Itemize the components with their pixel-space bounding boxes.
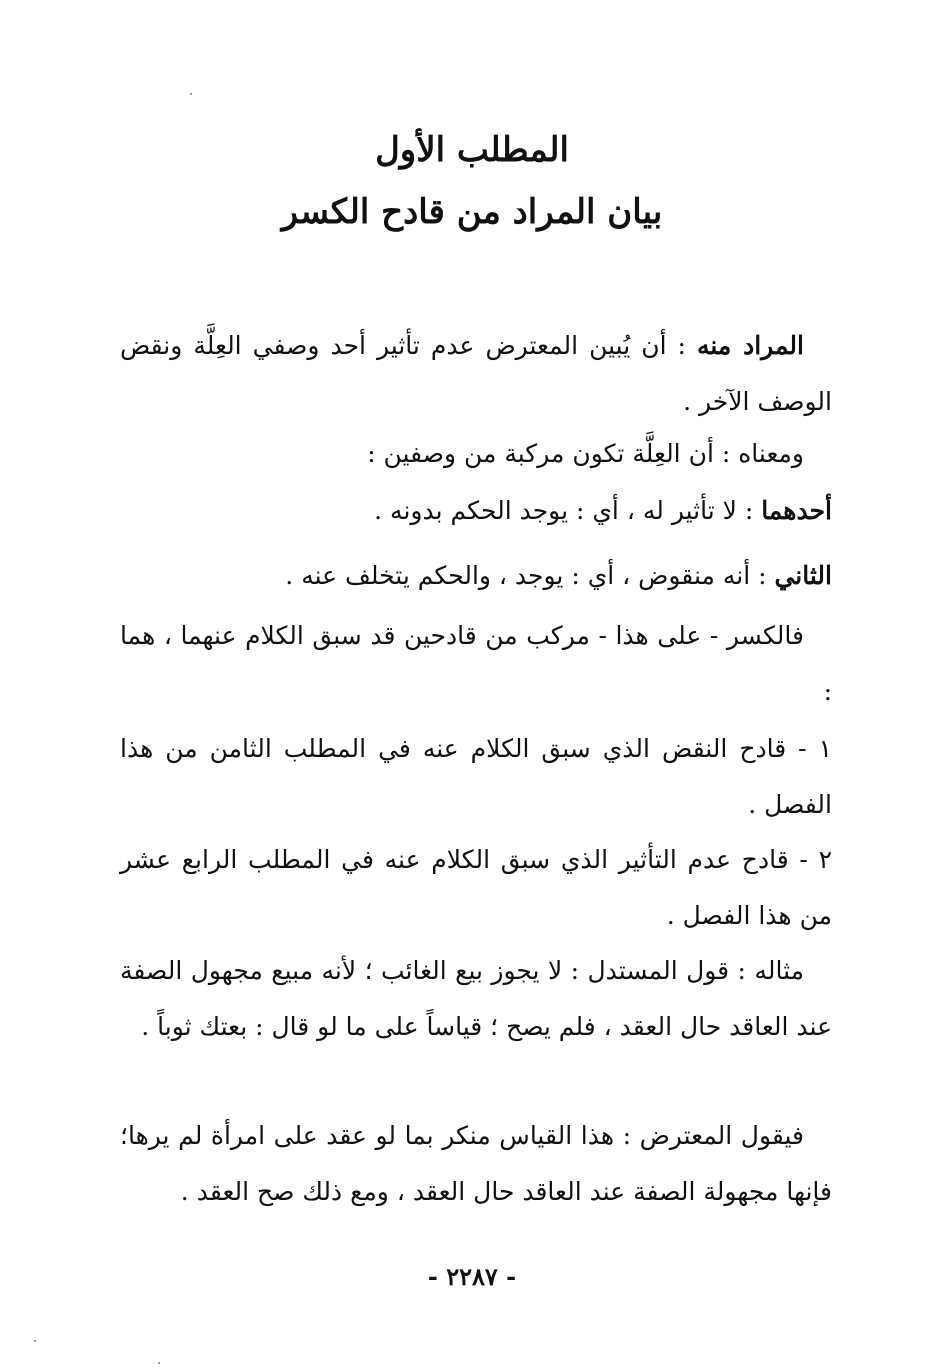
list-item-1: [120, 721, 832, 833]
page-number: - ٢٢٨٧ -: [427, 1262, 517, 1291]
paragraph-meaning: [120, 426, 832, 482]
paragraph-lead: الثاني: [774, 561, 832, 590]
paragraph-text: ٢ - قادح عدم التأثير الذي سبق الكلام عنه في المطلب الرابع عشر من هذا الفصل .: [120, 845, 832, 930]
paragraph-composition: [120, 608, 832, 720]
paragraph-lead: أحدهما: [761, 496, 832, 525]
section-subtitle: بيان المراد من قادح الكسر: [281, 192, 663, 232]
scan-speck: [158, 1362, 160, 1364]
section-title: المطلب الأول: [375, 130, 569, 170]
paragraph-text: ١ - قادح النقض الذي سبق الكلام عنه في المطلب الثامن من هذا الفصل .: [120, 734, 832, 819]
paragraph-text: : أنه منقوض ، أي : يوجد ، والحكم يتخلف عنه .: [285, 561, 775, 590]
scan-speck: [190, 93, 192, 95]
paragraph-text: فيقول المعترض : هذا القياس منكر بما لو عقد على امرأة لم يرها؛ فإنها مجهولة الصفة عند العاقد حال العقد ، ومع ذلك صح العقد .: [120, 1121, 832, 1206]
paragraph-text: ومعناه : أن العِلَّة تكون مركبة من وصفين :: [367, 439, 804, 468]
paragraph-first-description: [120, 483, 832, 539]
paragraph-text: : أن يُبين المعترض عدم تأثير أحد وصفي العِلَّة ونقض الوصف الآخر .: [120, 331, 832, 416]
paragraph-text: مثاله : قول المستدل : لا يجوز بيع الغائب ؛ لأنه مبيع مجهول الصفة عند العاقد حال العقد ، فلم يصح ؛ قياساً على ما لو قال : بعتك ثوباً .: [120, 956, 832, 1041]
paragraph-lead: المراد منه: [696, 331, 804, 360]
scan-speck: [34, 1340, 36, 1342]
paragraph-objection: [120, 1108, 832, 1220]
paragraph-text: : لا تأثير له ، أي : يوجد الحكم بدونه .: [374, 496, 762, 525]
paragraph-text: فالكسر - على هذا - مركب من قادحين قد سبق الكلام عنهما ، هما :: [120, 621, 832, 706]
paragraph-second-description: [120, 548, 832, 604]
paragraph-definition: [120, 318, 832, 430]
list-item-2: [120, 832, 832, 944]
paragraph-example: [120, 943, 832, 1055]
